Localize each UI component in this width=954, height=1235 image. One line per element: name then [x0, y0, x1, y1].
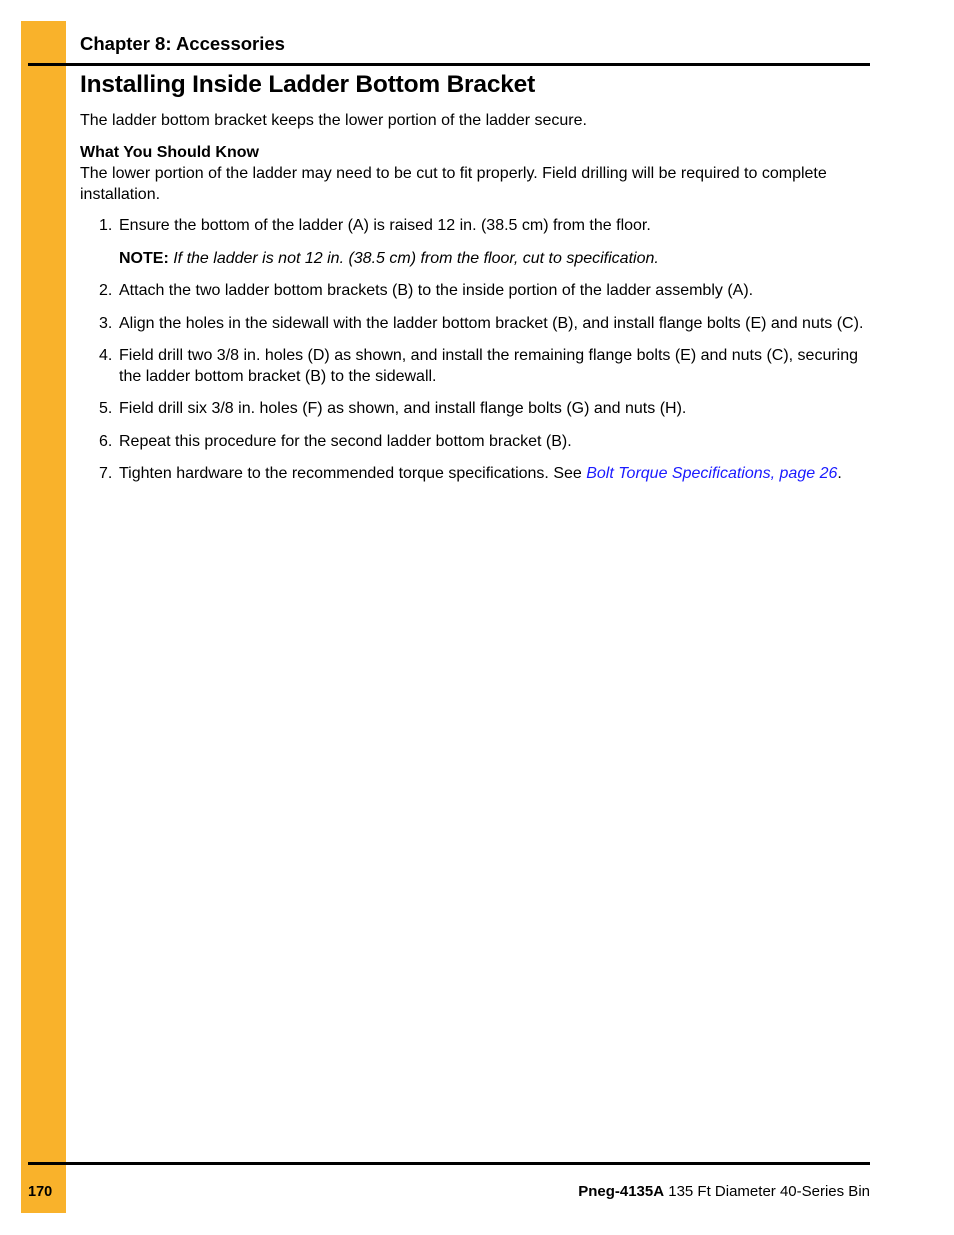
step-2: [80, 281, 870, 302]
procedure-steps: [80, 216, 870, 497]
note: [80, 249, 870, 270]
page-number: 170: [28, 1184, 53, 1200]
step-text: Align the holes in the sidewall with the ladder bottom bracket (B), and install flange bolts (E) and nuts (C).: [119, 314, 864, 332]
header-rule: [28, 63, 870, 66]
what-you-should-know-heading: What You Should Know: [80, 144, 259, 161]
footer-rule: [28, 1162, 870, 1165]
step-number: 2.: [99, 282, 113, 299]
step-text-end: .: [837, 465, 842, 482]
bolt-torque-specifications-link[interactable]: Bolt Torque Specifications, page 26: [586, 465, 838, 482]
step-5: [80, 399, 870, 420]
step-text: Field drill six 3/8 in. holes (F) as shown, and install flange bolts (G) and nuts (H).: [119, 400, 687, 417]
step-3: [80, 314, 870, 335]
step-number: 4.: [99, 347, 113, 364]
step-text: Ensure the bottom of the ladder (A) is raised 12 in. (38.5 cm) from the floor.: [119, 217, 651, 234]
step-text: Field drill two 3/8 in. holes (D) as shown, and install the remaining flange bolts (E) and nuts (C), securing the ladder bottom bracket (B) to the sidewall.: [119, 347, 859, 385]
step-1: [80, 216, 870, 237]
step-number: 6.: [99, 432, 113, 450]
step-6: [80, 432, 870, 453]
step-4: [80, 346, 870, 387]
step-text: Tighten hardware to the recommended torque specifications. See: [119, 465, 587, 482]
chapter-heading: Chapter 8: Accessories: [80, 33, 285, 54]
chapter-color-bar: [21, 21, 66, 1213]
step-number: 7.: [99, 465, 113, 482]
intro-paragraph: The ladder bottom bracket keeps the lower portion of the ladder secure.: [80, 112, 587, 129]
step-number: 1.: [99, 217, 113, 234]
step-7: [80, 464, 870, 485]
document-title: [578, 1183, 870, 1200]
document-name: 135 Ft Diameter 40-Series Bin: [668, 1183, 870, 1200]
step-number: 3.: [99, 314, 113, 332]
what-you-should-know-text: The lower portion of the ladder may need to be cut to fit properly. Field drilling will be required to complete installation.: [80, 165, 827, 203]
step-text: Repeat this procedure for the second ladder bottom bracket (B).: [119, 432, 572, 450]
document-code: Pneg-4135A: [578, 1183, 665, 1200]
note-text: If the ladder is not 12 in. (38.5 cm) from the floor, cut to specification.: [173, 249, 659, 267]
step-number: 5.: [99, 400, 113, 417]
step-text: Attach the two ladder bottom brackets (B) to the inside portion of the ladder assembly (A).: [119, 282, 754, 299]
note-label: NOTE:: [119, 249, 169, 267]
section-title: Installing Inside Ladder Bottom Bracket: [80, 71, 536, 98]
